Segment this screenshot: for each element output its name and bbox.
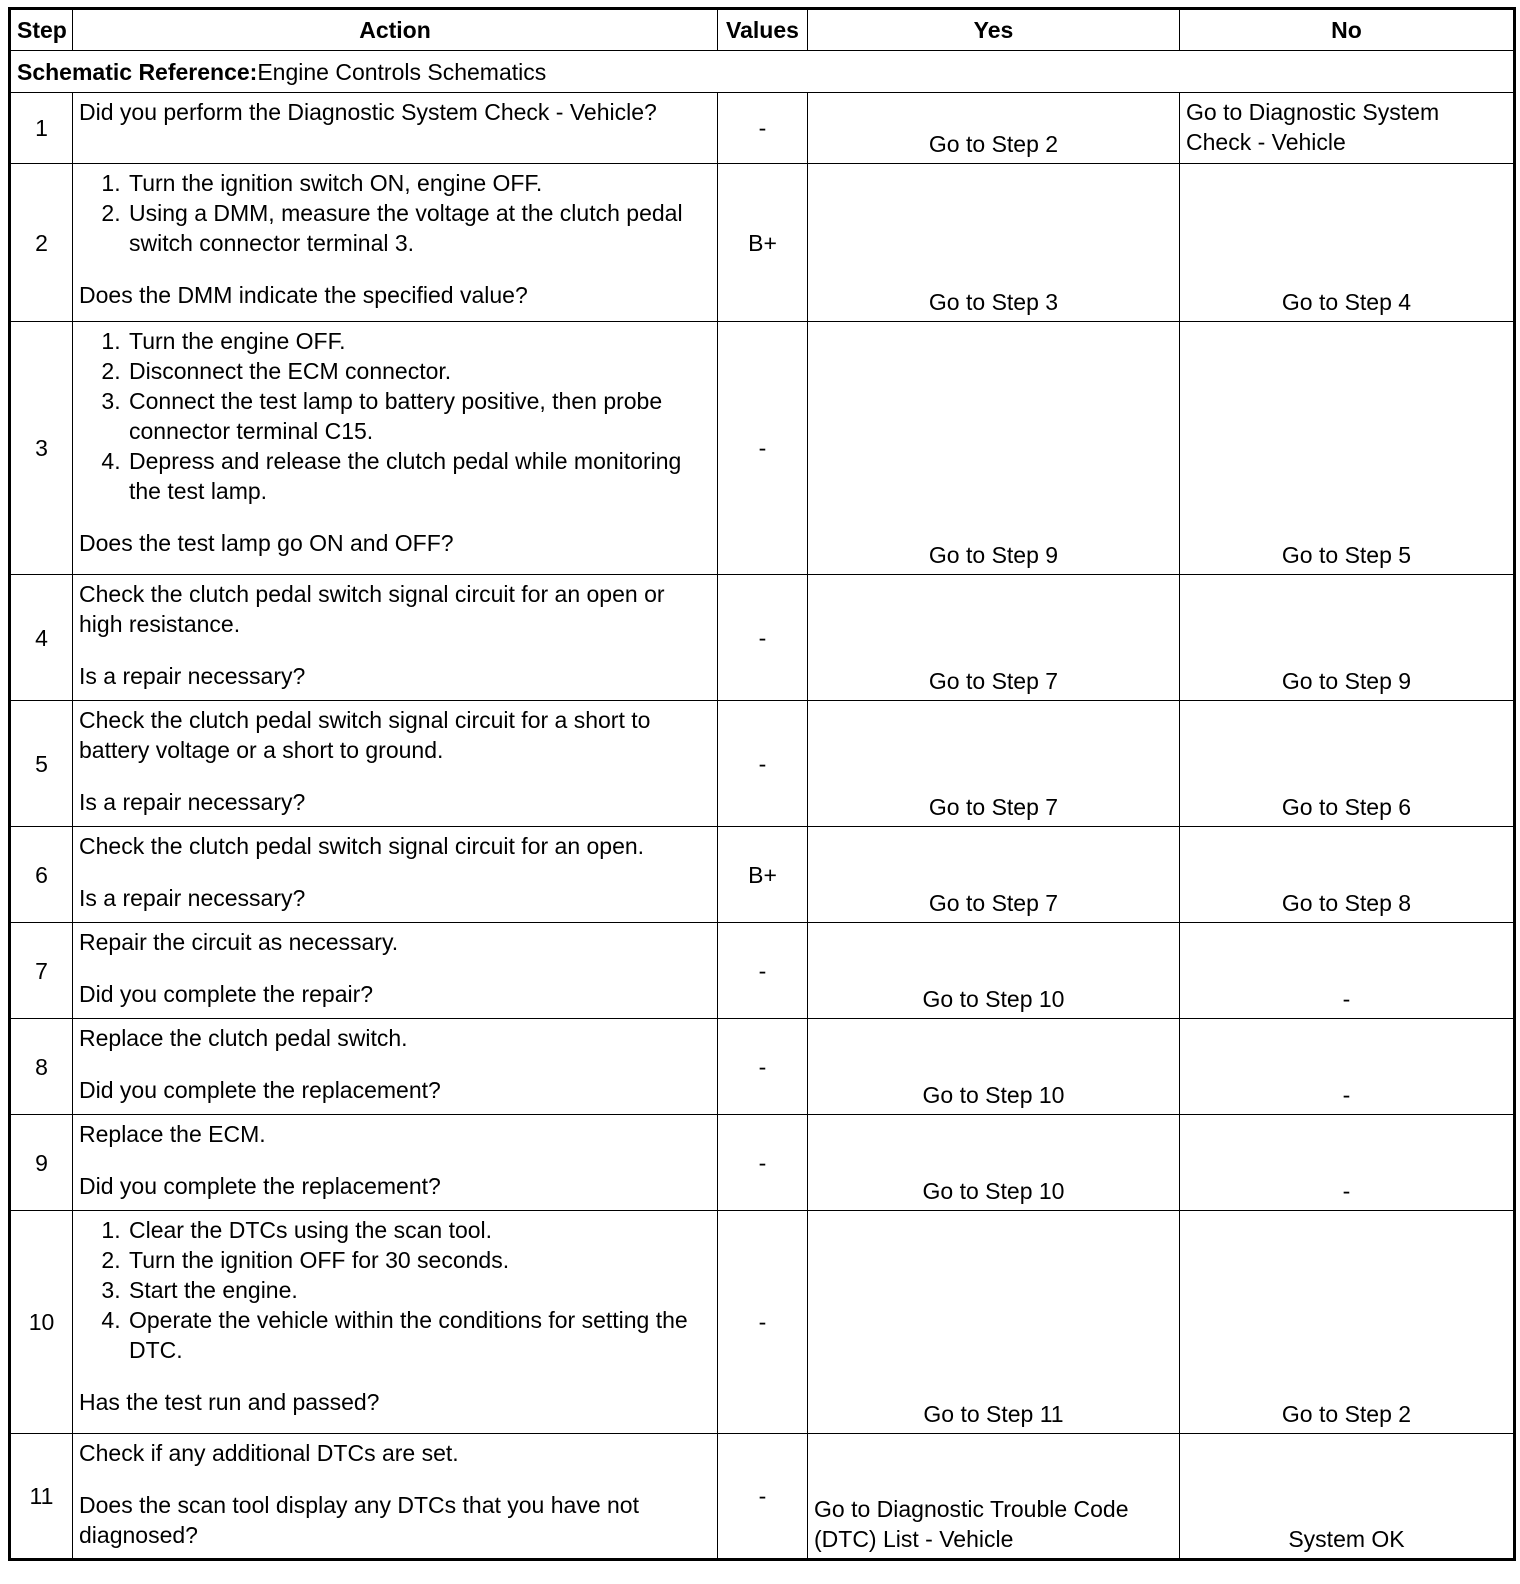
value-cell: B+ xyxy=(718,164,808,322)
action-question: Did you complete the replacement? xyxy=(79,1173,441,1199)
no-link[interactable]: Go to Diagnostic System Check - Vehicle xyxy=(1180,93,1515,164)
table-row xyxy=(10,923,1515,1019)
no-value: - xyxy=(1180,1019,1515,1115)
action-steps xyxy=(79,168,711,258)
no-value: - xyxy=(1180,923,1515,1019)
action-instruction: Replace the ECM. xyxy=(79,1121,266,1147)
step-number: 2 xyxy=(10,164,73,322)
no-value: System OK xyxy=(1180,1434,1515,1560)
action-question: Is a repair necessary? xyxy=(79,663,306,689)
no-value: - xyxy=(1180,1115,1515,1211)
action-step-item: 2. Turn the ignition OFF for 30 seconds. xyxy=(127,1245,711,1275)
value-cell: - xyxy=(718,1019,808,1115)
action-step-item: 3. Start the engine. xyxy=(127,1275,711,1305)
action-question: Does the scan tool display any DTCs that you have not diagnosed? xyxy=(79,1492,639,1548)
step-number: 9 xyxy=(10,1115,73,1211)
step-number: 4 xyxy=(10,575,73,701)
header-action: Action xyxy=(73,9,718,51)
yes-link[interactable]: Go to Step 7 xyxy=(808,701,1180,827)
action-step-item: 2. Disconnect the ECM connector. xyxy=(127,356,711,386)
yes-link[interactable]: Go to Step 9 xyxy=(808,322,1180,575)
table-row xyxy=(10,322,1515,575)
step-number: 5 xyxy=(10,701,73,827)
action-steps xyxy=(79,1215,711,1365)
schematic-label: Schematic Reference: xyxy=(17,58,258,85)
action-question: Is a repair necessary? xyxy=(79,789,306,815)
action-step-item: 3. Connect the test lamp to battery positive, then probe connector terminal C15. xyxy=(127,386,711,446)
action-instruction: Check if any additional DTCs are set. xyxy=(79,1440,459,1466)
table-row xyxy=(10,827,1515,923)
action-question: Does the test lamp go ON and OFF? xyxy=(79,530,454,556)
step-number: 7 xyxy=(10,923,73,1019)
no-link[interactable]: Go to Step 5 xyxy=(1180,322,1515,575)
table-row xyxy=(10,701,1515,827)
action-question: Does the DMM indicate the specified value? xyxy=(79,282,528,308)
step-number: 11 xyxy=(10,1434,73,1560)
action-text xyxy=(73,1019,718,1115)
yes-link[interactable]: Go to Step 7 xyxy=(808,575,1180,701)
table-row xyxy=(10,1211,1515,1434)
action-text xyxy=(73,93,718,164)
action-text xyxy=(73,575,718,701)
step-number: 3 xyxy=(10,322,73,575)
yes-link[interactable]: Go to Step 2 xyxy=(808,93,1180,164)
action-step-item: 1. Turn the engine OFF. xyxy=(127,326,711,356)
table-row xyxy=(10,93,1515,164)
action-step-item: 4. Depress and release the clutch pedal while monitoring the test lamp. xyxy=(127,446,711,506)
action-question: Did you complete the replacement? xyxy=(79,1077,441,1103)
schematic-link[interactable]: Engine Controls Schematics xyxy=(257,58,547,85)
table-row xyxy=(10,1019,1515,1115)
yes-link[interactable]: Go to Step 10 xyxy=(808,1019,1180,1115)
table-row xyxy=(10,575,1515,701)
header-no: No xyxy=(1180,9,1515,51)
header-values: Values xyxy=(718,9,808,51)
action-text xyxy=(73,827,718,923)
no-link[interactable]: Go to Step 2 xyxy=(1180,1211,1515,1434)
schematic-row xyxy=(10,51,1515,93)
header-step: Step xyxy=(10,9,73,51)
step-number: 8 xyxy=(10,1019,73,1115)
yes-link[interactable]: Go to Step 10 xyxy=(808,1115,1180,1211)
yes-link[interactable]: Go to Step 10 xyxy=(808,923,1180,1019)
no-link[interactable]: Go to Step 6 xyxy=(1180,701,1515,827)
action-text xyxy=(73,322,718,575)
action-question: Has the test run and passed? xyxy=(79,1389,380,1415)
value-cell: - xyxy=(718,1434,808,1560)
header-yes: Yes xyxy=(808,9,1180,51)
no-link[interactable]: Go to Step 9 xyxy=(1180,575,1515,701)
table-row xyxy=(10,1115,1515,1211)
action-text xyxy=(73,1434,718,1560)
action-instruction: Did you perform the Diagnostic System Check - Vehicle? xyxy=(79,99,657,125)
yes-link[interactable]: Go to Step 3 xyxy=(808,164,1180,322)
action-instruction: Check the clutch pedal switch signal circuit for an open or high resistance. xyxy=(79,581,665,637)
action-text xyxy=(73,923,718,1019)
action-text xyxy=(73,164,718,322)
action-step-item: 1. Clear the DTCs using the scan tool. xyxy=(127,1215,711,1245)
value-cell: - xyxy=(718,923,808,1019)
step-number: 1 xyxy=(10,93,73,164)
yes-link[interactable]: Go to Step 7 xyxy=(808,827,1180,923)
value-cell: - xyxy=(718,575,808,701)
action-step-item: 1. Turn the ignition switch ON, engine OFF. xyxy=(127,168,711,198)
no-link[interactable]: Go to Step 8 xyxy=(1180,827,1515,923)
action-step-item: 2. Using a DMM, measure the voltage at the clutch pedal switch connector terminal 3. xyxy=(127,198,711,258)
action-step-item: 4. Operate the vehicle within the conditions for setting the DTC. xyxy=(127,1305,711,1365)
no-link[interactable]: Go to Step 4 xyxy=(1180,164,1515,322)
action-instruction: Check the clutch pedal switch signal circuit for a short to battery voltage or a short to ground. xyxy=(79,707,651,763)
action-text xyxy=(73,1211,718,1434)
yes-link[interactable]: Go to Step 11 xyxy=(808,1211,1180,1434)
table-row xyxy=(10,1434,1515,1560)
action-instruction: Replace the clutch pedal switch. xyxy=(79,1025,408,1051)
value-cell: - xyxy=(718,701,808,827)
action-instruction: Repair the circuit as necessary. xyxy=(79,929,399,955)
action-question: Is a repair necessary? xyxy=(79,885,306,911)
value-cell: - xyxy=(718,93,808,164)
value-cell: - xyxy=(718,1211,808,1434)
diagnostic-table xyxy=(8,7,1516,1561)
action-text xyxy=(73,701,718,827)
action-steps xyxy=(79,326,711,506)
step-number: 6 xyxy=(10,827,73,923)
value-cell: B+ xyxy=(718,827,808,923)
action-question: Did you complete the repair? xyxy=(79,981,374,1007)
value-cell: - xyxy=(718,1115,808,1211)
step-number: 10 xyxy=(10,1211,73,1434)
table-row xyxy=(10,164,1515,322)
action-text xyxy=(73,1115,718,1211)
schematic-reference xyxy=(10,51,1515,93)
yes-link[interactable]: Go to Diagnostic Trouble Code (DTC) List - Vehicle xyxy=(808,1434,1180,1560)
header-row xyxy=(10,9,1515,51)
action-instruction: Check the clutch pedal switch signal circuit for an open. xyxy=(79,833,645,859)
value-cell: - xyxy=(718,322,808,575)
